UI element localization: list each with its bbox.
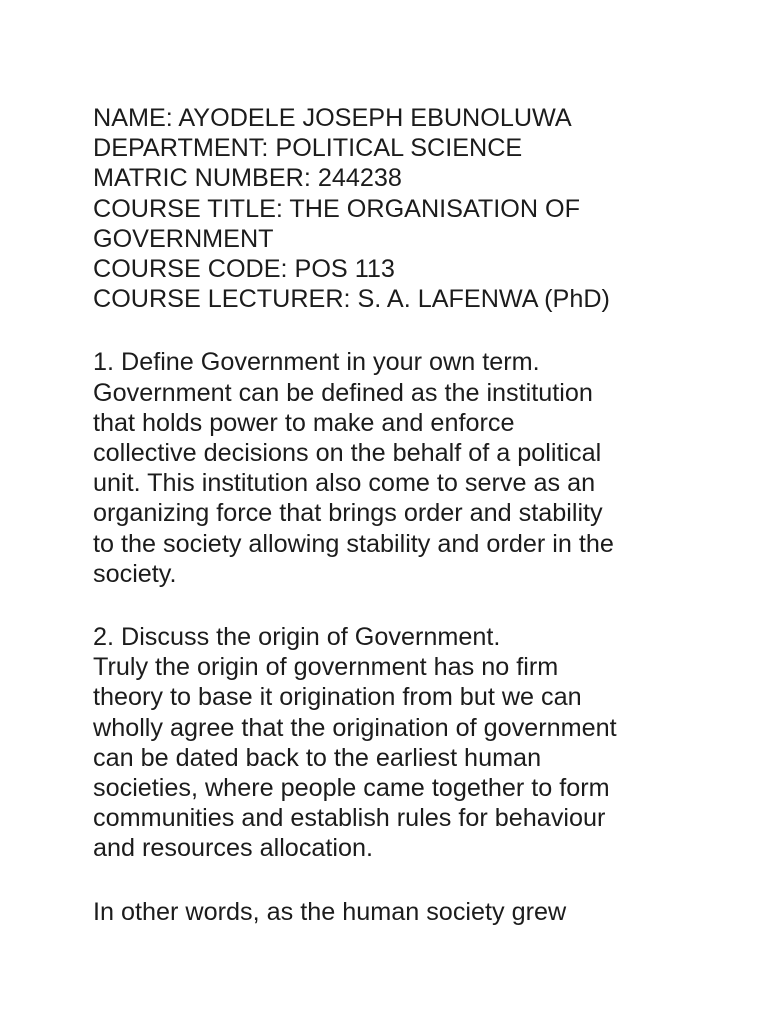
answer-2-line: can be dated back to the earliest human [93, 743, 542, 772]
answer-2-line: theory to base it origination from but we can [93, 683, 582, 712]
course-title-line-2: GOVERNMENT [93, 224, 274, 253]
answer-1-line: organizing force that brings order and stability [93, 499, 603, 528]
continuation-line: In other words, as the human society grew [93, 897, 567, 926]
question-1-section [93, 347, 693, 589]
student-info-header [93, 103, 693, 314]
continuation-section [93, 897, 693, 927]
course-code: COURSE CODE: POS 113 [93, 255, 395, 284]
course-lecturer: COURSE LECTURER: S. A. LAFENWA (PhD) [93, 285, 610, 314]
answer-1-line: Government can be defined as the institution [93, 378, 593, 407]
answer-2-line: wholly agree that the origination of government [93, 713, 617, 742]
answer-1-line: collective decisions on the behalf of a political [93, 439, 602, 468]
course-title-line-1: COURSE TITLE: THE ORGANISATION OF [93, 194, 581, 223]
question-1-heading: 1. Define Government in your own term. [93, 348, 540, 377]
document-page [93, 103, 693, 960]
answer-2-line: Truly the origin of government has no firm [93, 653, 559, 682]
matric-number: MATRIC NUMBER: 244238 [93, 164, 402, 193]
answer-1-line: society. [93, 559, 177, 588]
answer-1-line: unit. This institution also come to serve as an [93, 469, 596, 498]
answer-2-line: societies, where people came together to form [93, 774, 610, 803]
answer-2-line: and resources allocation. [93, 834, 374, 863]
answer-1-line: to the society allowing stability and order in the [93, 529, 614, 558]
answer-2-line: communities and establish rules for behaviour [93, 804, 606, 833]
student-name: NAME: AYODELE JOSEPH EBUNOLUWA [93, 104, 572, 132]
question-2-heading: 2. Discuss the origin of Government. [93, 623, 501, 652]
answer-1-line: that holds power to make and enforce [93, 408, 515, 437]
question-2-section [93, 622, 693, 864]
department: DEPARTMENT: POLITICAL SCIENCE [93, 134, 523, 163]
